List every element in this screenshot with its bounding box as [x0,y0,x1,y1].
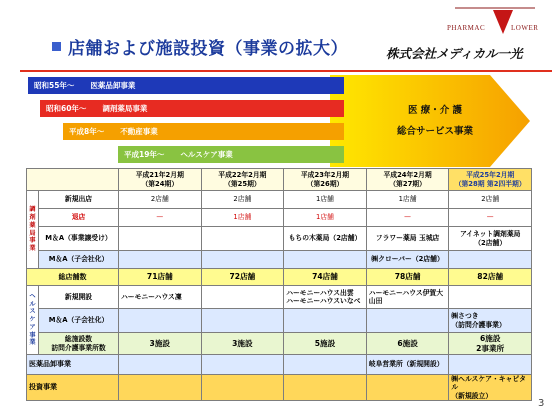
pharmac-flower-logo [447,4,543,38]
column-header: 平成21年2月期 （第24期） [119,169,202,191]
company-brand: 株式会社メディカル一光 [386,46,523,61]
table-cell: ハーモニーハウス出雲 ハーモニーハウスいなべ [284,286,367,309]
timeline-bar-wholesale [28,77,344,94]
page-number: 3 [538,398,545,409]
table-cell: 71店舗 [119,269,202,286]
table-cell: 3施設 [119,333,202,355]
table-cell [201,251,284,269]
table-cell [284,251,367,269]
table-cell [284,355,367,375]
timeline-period: 昭和60年〜 [46,104,87,113]
table-cell [284,375,367,401]
table-cell: 1店舗 [284,209,367,227]
timeline-bar-realestate [63,123,344,140]
row-label: 新規開設 [39,286,119,309]
table-cell: 1店舗 [201,209,284,227]
investment-table [26,168,532,401]
row-label: 総店舗数 [27,269,119,286]
table-row [27,209,532,227]
table-cell [201,227,284,251]
page-title: 店舗および施設投資（事業の拡大） [68,39,348,59]
table-cell: 74店舗 [284,269,367,286]
table-cell: 3施設 [201,333,284,355]
row-label: 投資事業 [27,375,119,401]
table-row [27,309,532,333]
table-cell [201,355,284,375]
table-corner-cell [27,169,119,191]
svg-text:LOWER: LOWER [511,24,539,32]
table-cell [119,251,202,269]
table-cell: 岐阜営業所（新規開設） [366,355,449,375]
table-cell: アイネット調剤薬局 （2店舗） [449,227,532,251]
table-cell: 2店舗 [201,191,284,209]
investment-row [27,375,532,401]
table-cell [284,309,367,333]
table-cell [201,309,284,333]
store-total-row [27,269,532,286]
table-cell: ㈱さつき （訪問介護事業） [449,309,532,333]
table-cell [119,355,202,375]
table-cell [366,375,449,401]
timeline-bar-healthcare [118,146,344,163]
table-cell [119,309,202,333]
table-cell: 78店舗 [366,269,449,286]
table-cell: 72店舗 [201,269,284,286]
column-header: 平成23年2月期 （第26期） [284,169,367,191]
table-cell: ㈱クローバー（2店舗） [366,251,449,269]
timeline-period: 平成8年〜 [69,127,105,136]
table-cell [119,227,202,251]
title-bullet [52,42,61,51]
table-cell: 2店舗 [449,191,532,209]
table-cell [201,375,284,401]
table-cell: 1店舗 [284,191,367,209]
table-row [27,227,532,251]
table-cell [449,286,532,309]
expansion-arrow [330,75,530,167]
table-row [27,191,532,209]
table-cell [449,251,532,269]
column-header: 平成22年2月期 （第25期） [201,169,284,191]
table-cell: 6施設 [366,333,449,355]
timeline-business: 不動産事業 [120,127,158,136]
table-cell [449,355,532,375]
wholesale-row [27,355,532,375]
row-label: M＆A（事業譲受け） [39,227,119,251]
table-cell: — [119,209,202,227]
table-cell: 6施設 2事業所 [449,333,532,355]
table-cell: 1店舗 [366,191,449,209]
table-cell: 2店舗 [119,191,202,209]
table-cell [366,309,449,333]
row-label: M＆A（子会社化） [39,309,119,333]
table-cell: ハーモニーハウス伊賀大山田 [366,286,449,309]
table-cell: ハーモニーハウス凜 [119,286,202,309]
table-cell: 5施設 [284,333,367,355]
table-cell: 82店舗 [449,269,532,286]
column-header: 平成24年2月期 （第27期） [366,169,449,191]
section-label-pharmacy: 調 剤 薬 局 事 業 [27,191,39,269]
table-cell [201,286,284,309]
table-header-row [27,169,532,191]
timeline-business: ヘルスケア事業 [180,150,233,159]
row-label: M＆A（子会社化） [39,251,119,269]
timeline-period: 昭和55年〜 [34,81,75,90]
row-label: 新規出店 [39,191,119,209]
column-header-latest: 平成25年2月期 （第28期 第2四半期） [449,169,532,191]
table-cell: もちの木薬局（2店舗） [284,227,367,251]
table-row [27,286,532,309]
table-cell: ㈱ヘルスケア・キャピタル （新規設立） [449,375,532,401]
timeline-bar-pharmacy [40,100,344,117]
timeline-business: 調剤薬局事業 [102,104,148,113]
facility-total-row [27,333,532,355]
section-label-healthcare: ヘ ル ス ケ ア 事 業 [27,286,39,355]
table-cell: — [449,209,532,227]
row-label: 退店 [39,209,119,227]
table-cell [119,375,202,401]
arrow-heading: 医 療・介 護 [407,105,463,116]
timeline-period: 平成19年〜 [124,150,165,159]
row-label: 総施設数 訪問介護事業所数 [39,333,119,355]
timeline-business: 医薬品卸事業 [90,81,136,90]
svg-text:PHARMAC: PHARMAC [447,24,486,32]
table-cell: — [366,209,449,227]
arrow-subheading: 総合サービス事業 [396,126,473,137]
table-cell: フラワー薬局 玉城店 [366,227,449,251]
row-label: 医薬品卸事業 [27,355,119,375]
header-divider [20,70,552,72]
table-row [27,251,532,269]
